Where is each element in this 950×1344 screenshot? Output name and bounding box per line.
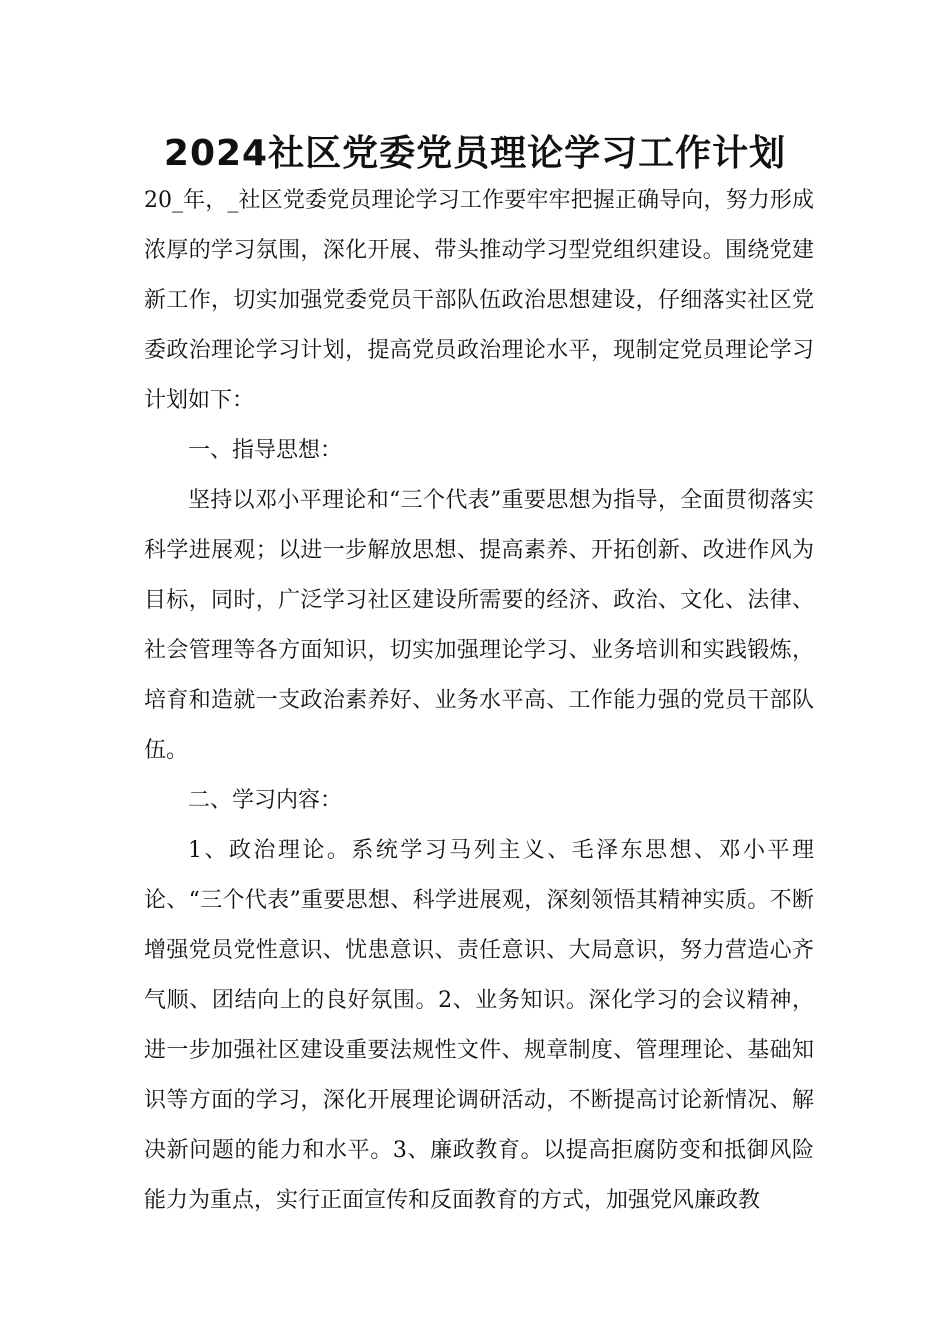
document-body <box>144 176 814 1226</box>
document-title: 2024社区党委党员理论学习工作计划 <box>163 133 787 174</box>
paragraph-intro: 20_年，_社区党委党员理论学习工作要牢牢把握正确导向，努力形成浓厚的学习氛围，深化开展、带头推动学习型党组织建设。围绕党建新工作，切实加强党委党员干部队伍政治思想建设，仔细落实社区党委政治理论学习计划，提高党员政治理论水平，现制定党员理论学习计划如下： <box>144 188 814 413</box>
heading-guiding-thought: 一、指导思想： <box>188 438 343 463</box>
paragraph-guiding-thought: 坚持以邓小平理论和“三个代表”重要思想为指导，全面贯彻落实科学进展观；以进一步解放思想、提高素养、开拓创新、改进作风为目标，同时，广泛学习社区建设所需要的经济、政治、文化、法律、社会管理等各方面知识，切实加强理论学习、业务培训和实践锻炼，培育和造就一支政治素养好、业务水平高、工作能力强的党员干部队伍。 <box>144 488 814 763</box>
heading-study-content: 二、学习内容： <box>188 788 343 813</box>
paragraph-study-content: 1、政治理论。系统学习马列主义、毛泽东思想、邓小平理论、“三个代表”重要思想、科学进展观，深刻领悟其精神实质。不断增强党员党性意识、忧患意识、责任意识、大局意识，努力营造心齐气顺、团结向上的良好氛围。2、业务知识。深化学习的会议精神，进一步加强社区建设重要法规性文件、规章制度、管理理论、基础知识等方面的学习，深化开展理论调研活动，不断提高讨论新情况、解决新问题的能力和水平。3、廉政教育。以提高拒腐防变和抵御风险能力为重点，实行正面宣传和反面教育的方式，加强党风廉政教 <box>144 838 814 1213</box>
